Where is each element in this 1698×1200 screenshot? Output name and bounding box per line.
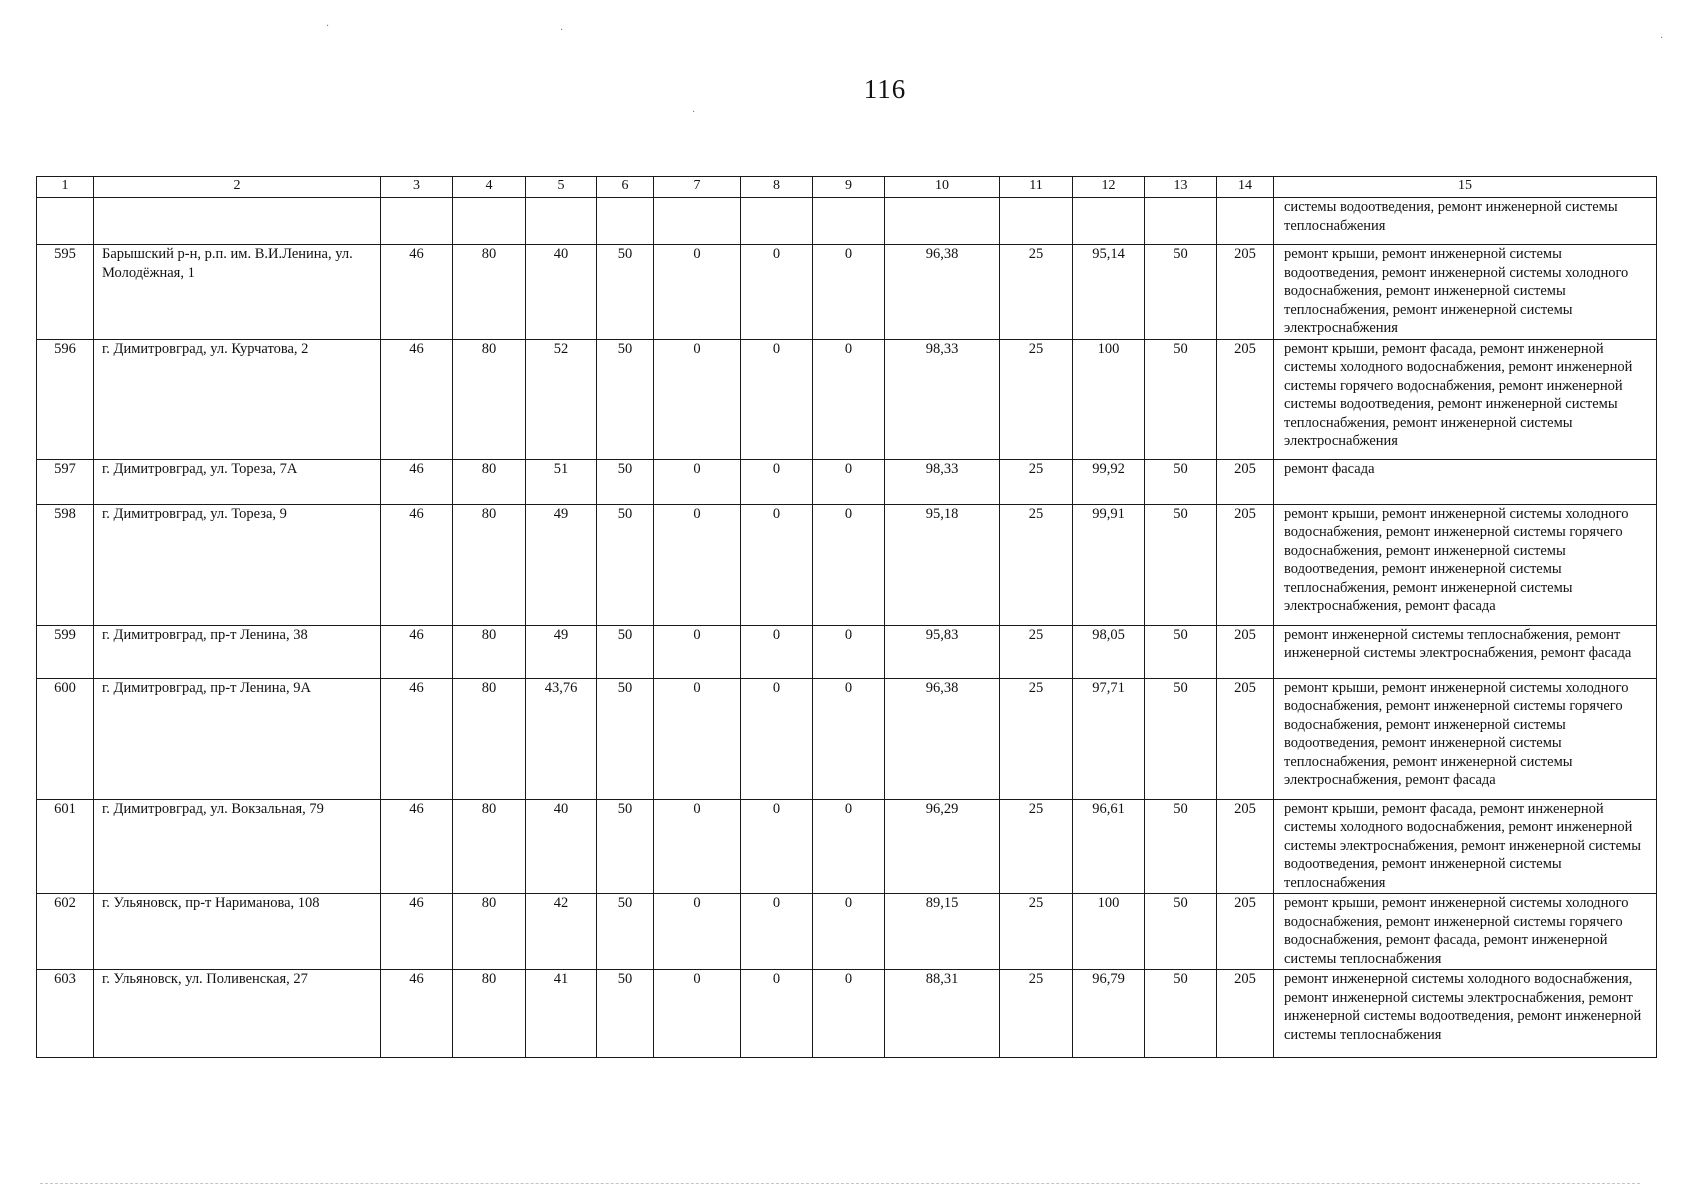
value-cell-10: 98,33 — [885, 339, 1000, 459]
value-cell-9: 0 — [813, 339, 885, 459]
value-cell-9: 0 — [813, 459, 885, 504]
value-cell-10: 88,31 — [885, 970, 1000, 1058]
value-cell-4: 80 — [453, 245, 526, 340]
table-row — [37, 504, 1657, 625]
value-cell-13: 50 — [1145, 245, 1217, 340]
table-row — [37, 198, 1657, 245]
value-cell-5: 40 — [526, 245, 597, 340]
value-cell-11: 25 — [1000, 625, 1073, 678]
value-cell-11: 25 — [1000, 245, 1073, 340]
value-cell-8: 0 — [741, 970, 813, 1058]
value-cell-14: 205 — [1217, 504, 1274, 625]
value-cell-5: 40 — [526, 799, 597, 894]
column-header-3: 3 — [381, 177, 453, 198]
value-cell-14: 205 — [1217, 245, 1274, 340]
value-cell-4: 80 — [453, 970, 526, 1058]
row-number-cell: 595 — [37, 245, 94, 340]
value-cell-9: 0 — [813, 245, 885, 340]
row-number-cell: 598 — [37, 504, 94, 625]
value-cell-3 — [381, 198, 453, 245]
row-number-cell: 602 — [37, 894, 94, 970]
table-row — [37, 799, 1657, 894]
works-cell: ремонт крыши, ремонт фасада, ремонт инженерной системы холодного водоснабжения, ремонт инженерной системы электроснабжения, ремонт инженерной системы водоотведения, ремонт инженерной системы теплоснабжения — [1274, 799, 1657, 894]
value-cell-8: 0 — [741, 459, 813, 504]
value-cell-11: 25 — [1000, 970, 1073, 1058]
value-cell-8: 0 — [741, 339, 813, 459]
value-cell-12: 97,71 — [1073, 678, 1145, 799]
column-header-4: 4 — [453, 177, 526, 198]
table-row — [37, 459, 1657, 504]
table-row — [37, 245, 1657, 340]
value-cell-8: 0 — [741, 678, 813, 799]
value-cell-14 — [1217, 198, 1274, 245]
value-cell-6: 50 — [597, 970, 654, 1058]
value-cell-11: 25 — [1000, 504, 1073, 625]
table-header-row — [37, 177, 1657, 198]
value-cell-5: 41 — [526, 970, 597, 1058]
value-cell-7: 0 — [654, 625, 741, 678]
works-cell: ремонт инженерной системы теплоснабжения, ремонт инженерной системы электроснабжения, ремонт фасада — [1274, 625, 1657, 678]
address-cell: г. Димитровград, ул. Тореза, 7А — [94, 459, 381, 504]
scan-speck: . — [1660, 30, 1664, 41]
value-cell-4: 80 — [453, 339, 526, 459]
value-cell-8: 0 — [741, 894, 813, 970]
value-cell-9 — [813, 198, 885, 245]
row-number-cell: 603 — [37, 970, 94, 1058]
value-cell-11: 25 — [1000, 459, 1073, 504]
works-cell: ремонт крыши, ремонт инженерной системы водоотведения, ремонт инженерной системы холодного водоснабжения, ремонт инженерной системы теплоснабжения, ремонт инженерной системы электроснабжения — [1274, 245, 1657, 340]
value-cell-6: 50 — [597, 459, 654, 504]
value-cell-10: 96,29 — [885, 799, 1000, 894]
address-cell — [94, 198, 381, 245]
value-cell-6: 50 — [597, 799, 654, 894]
value-cell-4 — [453, 198, 526, 245]
value-cell-7: 0 — [654, 459, 741, 504]
value-cell-8: 0 — [741, 625, 813, 678]
value-cell-4: 80 — [453, 504, 526, 625]
works-cell: ремонт инженерной системы холодного водоснабжения, ремонт инженерной системы электроснабжения, ремонт инженерной системы водоотведения, ремонт инженерной системы теплоснабжения — [1274, 970, 1657, 1058]
table-row — [37, 894, 1657, 970]
value-cell-5: 52 — [526, 339, 597, 459]
value-cell-9: 0 — [813, 970, 885, 1058]
value-cell-3: 46 — [381, 625, 453, 678]
value-cell-6: 50 — [597, 894, 654, 970]
table-row — [37, 678, 1657, 799]
value-cell-5 — [526, 198, 597, 245]
value-cell-12: 96,61 — [1073, 799, 1145, 894]
value-cell-7: 0 — [654, 339, 741, 459]
works-cell: системы водоотведения, ремонт инженерной системы теплоснабжения — [1274, 198, 1657, 245]
row-number-cell: 597 — [37, 459, 94, 504]
value-cell-14: 205 — [1217, 799, 1274, 894]
column-header-15: 15 — [1274, 177, 1657, 198]
column-header-9: 9 — [813, 177, 885, 198]
works-cell: ремонт крыши, ремонт инженерной системы холодного водоснабжения, ремонт инженерной системы горячего водоснабжения, ремонт инженерной системы водоотведения, ремонт инженерной системы теплоснабжения, ремонт инженерной системы электроснабжения, ремонт фасада — [1274, 678, 1657, 799]
works-cell: ремонт крыши, ремонт инженерной системы холодного водоснабжения, ремонт инженерной системы горячего водоснабжения, ремонт инженерной системы водоотведения, ремонт инженерной системы теплоснабжения, ремонт инженерной системы электроснабжения, ремонт фасада — [1274, 504, 1657, 625]
value-cell-5: 42 — [526, 894, 597, 970]
value-cell-14: 205 — [1217, 678, 1274, 799]
works-cell: ремонт крыши, ремонт инженерной системы холодного водоснабжения, ремонт инженерной системы горячего водоснабжения, ремонт фасада, ремонт инженерной системы теплоснабжения — [1274, 894, 1657, 970]
value-cell-4: 80 — [453, 459, 526, 504]
value-cell-3: 46 — [381, 504, 453, 625]
value-cell-10: 95,83 — [885, 625, 1000, 678]
value-cell-8: 0 — [741, 245, 813, 340]
value-cell-13: 50 — [1145, 339, 1217, 459]
value-cell-7: 0 — [654, 245, 741, 340]
value-cell-3: 46 — [381, 459, 453, 504]
value-cell-11: 25 — [1000, 339, 1073, 459]
value-cell-10: 96,38 — [885, 678, 1000, 799]
value-cell-13: 50 — [1145, 970, 1217, 1058]
value-cell-7: 0 — [654, 504, 741, 625]
value-cell-5: 43,76 — [526, 678, 597, 799]
value-cell-10 — [885, 198, 1000, 245]
value-cell-7: 0 — [654, 799, 741, 894]
table-row — [37, 625, 1657, 678]
value-cell-3: 46 — [381, 970, 453, 1058]
value-cell-14: 205 — [1217, 459, 1274, 504]
value-cell-8: 0 — [741, 799, 813, 894]
address-cell: г. Димитровград, пр-т Ленина, 9А — [94, 678, 381, 799]
value-cell-4: 80 — [453, 678, 526, 799]
value-cell-3: 46 — [381, 678, 453, 799]
table-row — [37, 970, 1657, 1058]
value-cell-6: 50 — [597, 625, 654, 678]
scan-speck: . — [692, 104, 696, 115]
column-header-5: 5 — [526, 177, 597, 198]
value-cell-13: 50 — [1145, 894, 1217, 970]
value-cell-11: 25 — [1000, 894, 1073, 970]
value-cell-11: 25 — [1000, 678, 1073, 799]
value-cell-12: 96,79 — [1073, 970, 1145, 1058]
value-cell-10: 96,38 — [885, 245, 1000, 340]
scan-speck: . — [560, 22, 564, 33]
table-row — [37, 339, 1657, 459]
value-cell-6: 50 — [597, 245, 654, 340]
value-cell-5: 51 — [526, 459, 597, 504]
address-cell: г. Димитровград, ул. Курчатова, 2 — [94, 339, 381, 459]
value-cell-12: 99,91 — [1073, 504, 1145, 625]
value-cell-13: 50 — [1145, 459, 1217, 504]
value-cell-3: 46 — [381, 339, 453, 459]
value-cell-12: 95,14 — [1073, 245, 1145, 340]
value-cell-5: 49 — [526, 504, 597, 625]
column-header-12: 12 — [1073, 177, 1145, 198]
value-cell-7: 0 — [654, 894, 741, 970]
value-cell-10: 95,18 — [885, 504, 1000, 625]
value-cell-8 — [741, 198, 813, 245]
value-cell-12: 99,92 — [1073, 459, 1145, 504]
value-cell-4: 80 — [453, 799, 526, 894]
table-body — [37, 198, 1657, 1058]
column-header-10: 10 — [885, 177, 1000, 198]
row-number-cell: 600 — [37, 678, 94, 799]
value-cell-13: 50 — [1145, 799, 1217, 894]
column-header-1: 1 — [37, 177, 94, 198]
value-cell-13: 50 — [1145, 504, 1217, 625]
row-number-cell — [37, 198, 94, 245]
value-cell-12: 100 — [1073, 894, 1145, 970]
column-header-2: 2 — [94, 177, 381, 198]
value-cell-6: 50 — [597, 339, 654, 459]
value-cell-6 — [597, 198, 654, 245]
value-cell-7: 0 — [654, 970, 741, 1058]
row-number-cell: 599 — [37, 625, 94, 678]
value-cell-9: 0 — [813, 625, 885, 678]
value-cell-14: 205 — [1217, 894, 1274, 970]
value-cell-7: 0 — [654, 678, 741, 799]
value-cell-6: 50 — [597, 678, 654, 799]
value-cell-3: 46 — [381, 245, 453, 340]
value-cell-9: 0 — [813, 678, 885, 799]
works-cell: ремонт крыши, ремонт фасада, ремонт инженерной системы холодного водоснабжения, ремонт инженерной системы горячего водоснабжения, ремонт инженерной системы водоотведения, ремонт инженерной системы теплоснабжения, ремонт инженерной системы электроснабжения — [1274, 339, 1657, 459]
value-cell-12: 100 — [1073, 339, 1145, 459]
works-cell: ремонт фасада — [1274, 459, 1657, 504]
row-number-cell: 601 — [37, 799, 94, 894]
column-header-8: 8 — [741, 177, 813, 198]
address-cell: г. Димитровград, пр-т Ленина, 38 — [94, 625, 381, 678]
value-cell-13: 50 — [1145, 625, 1217, 678]
column-header-11: 11 — [1000, 177, 1073, 198]
value-cell-9: 0 — [813, 894, 885, 970]
column-header-13: 13 — [1145, 177, 1217, 198]
value-cell-3: 46 — [381, 799, 453, 894]
value-cell-14: 205 — [1217, 625, 1274, 678]
value-cell-11 — [1000, 198, 1073, 245]
column-header-7: 7 — [654, 177, 741, 198]
works-table — [36, 176, 1657, 1058]
value-cell-9: 0 — [813, 504, 885, 625]
value-cell-11: 25 — [1000, 799, 1073, 894]
value-cell-3: 46 — [381, 894, 453, 970]
column-header-14: 14 — [1217, 177, 1274, 198]
value-cell-4: 80 — [453, 894, 526, 970]
row-number-cell: 596 — [37, 339, 94, 459]
value-cell-12: 98,05 — [1073, 625, 1145, 678]
value-cell-12 — [1073, 198, 1145, 245]
value-cell-10: 89,15 — [885, 894, 1000, 970]
value-cell-13 — [1145, 198, 1217, 245]
value-cell-7 — [654, 198, 741, 245]
address-cell: г. Ульяновск, ул. Поливенская, 27 — [94, 970, 381, 1058]
value-cell-6: 50 — [597, 504, 654, 625]
value-cell-10: 98,33 — [885, 459, 1000, 504]
value-cell-14: 205 — [1217, 339, 1274, 459]
page-number: 116 — [863, 74, 907, 104]
value-cell-14: 205 — [1217, 970, 1274, 1058]
address-cell: г. Димитровград, ул. Тореза, 9 — [94, 504, 381, 625]
value-cell-5: 49 — [526, 625, 597, 678]
value-cell-13: 50 — [1145, 678, 1217, 799]
scan-speck: . — [326, 18, 330, 29]
value-cell-9: 0 — [813, 799, 885, 894]
address-cell: Барышский р-н, р.п. им. В.И.Ленина, ул. Молодёжная, 1 — [94, 245, 381, 340]
address-cell: г. Ульяновск, пр-т Нариманова, 108 — [94, 894, 381, 970]
value-cell-8: 0 — [741, 504, 813, 625]
scan-noise-line — [40, 1183, 1640, 1184]
column-header-6: 6 — [597, 177, 654, 198]
address-cell: г. Димитровград, ул. Вокзальная, 79 — [94, 799, 381, 894]
value-cell-4: 80 — [453, 625, 526, 678]
